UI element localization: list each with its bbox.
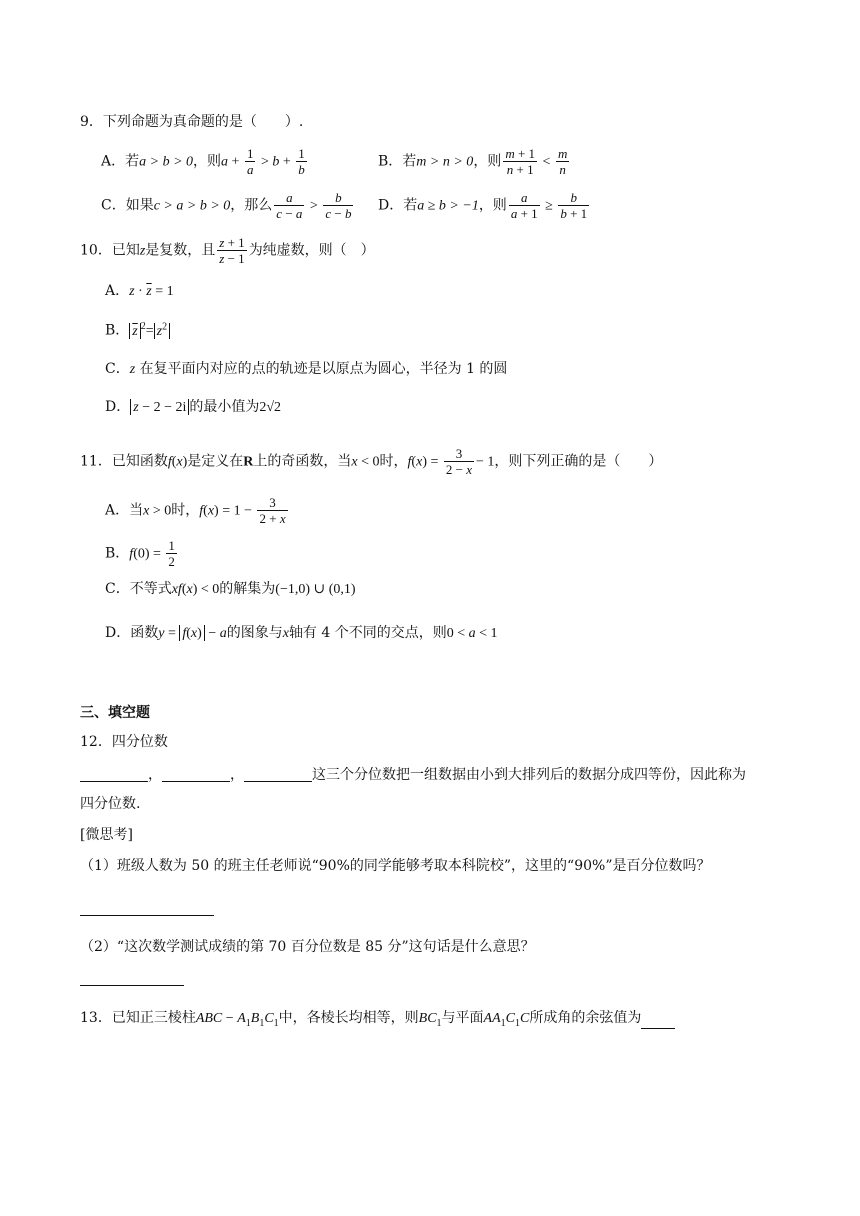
q10-stem: 10．已知z是复数，且 $\frac{z + 1}{z - 1}$ 为纯虚数，则（ ） [80,235,375,266]
answer-blank-2[interactable] [162,767,230,782]
q12-stem: 12．四分位数 [80,734,168,750]
q11-option-c: C．不等式xf(x) < 0的解集为(−1,0) ∪ (0,1) [105,581,356,597]
q12-line2: 四分位数. [80,796,141,812]
q9-option-b: B．若m > n > 0，则 $\frac{m + 1}{n + 1}$ < $\frac{m}{n}$ [378,146,568,177]
q10-option-a: A．$z \cdot \overline{z} = 1$ [105,283,174,299]
q9-stem: 9．下列命题为真命题的是（ ）. [80,114,304,130]
q12-line1: ， ， 这三个分位数把一组数据由小到大排列后的数据分成四等份，因此称为 [80,767,746,782]
q11-stem: 11．已知函数f(x)是定义在R上的奇函数，当x < 0时，f(x) = $\frac{3}{2 - x}$ − 1，则下列正确的是（ ） [80,446,663,477]
q11-option-b: B．f(0) = $\frac{1}{2}$ [105,538,175,569]
q11-option-a: A．当x > 0时，f(x) = 1 − $\frac{3}{2 + x}$ [105,495,286,526]
answer-blank-3[interactable] [244,767,312,782]
answer-line-sub1[interactable] [80,915,214,916]
q10-option-c: C．z 在复平面内对应的点的轨迹是以原点为圆心，半径为 1 的圆 [105,361,508,377]
q11-option-d: D．函数y = f(x) − a的图象与x轴有 4 个不同的交点，则0 < a < 1 [105,625,498,641]
q12-sub2: （2）“这次数学测试成绩的第 70 百分位数是 85 分”这句话是什么意思？ [80,939,535,955]
section-title: 三、填空题 [80,705,150,721]
q12-sub1: （1）班级人数为 50 的班主任老师说“90%的同学能够考取本科院校”，这里的“90%”是百分位数吗？ [80,858,711,874]
q10-option-b: B． $\overline{z}$ $^2= z^2$ [105,322,170,339]
q9-option-d: D．若a ≥ b > −1，则 $\frac{a}{a + 1}$ ≥ $\frac{b}{b + 1}$ [378,190,588,221]
q13-stem: 13．已知正三棱柱ABC − $A_1B_1C_1$中，各棱长均相等，则$BC_1$与平面$AA_1C_1C$所成角的余弦值为 [80,1011,675,1029]
answer-line-sub2[interactable] [80,985,184,986]
q10-option-d: D． z − 2 − 2i 的最小值为2√2 [105,399,282,415]
q9-option-a: A．若a > b > 0，则a + $\frac{1}{a}$ > b + $\frac{1}{b}$ [101,146,305,177]
answer-blank-q13[interactable] [641,1014,675,1029]
q12-think: [微思考] [80,827,133,843]
answer-blank-1[interactable] [80,767,148,782]
q9-option-c: C．如果c > a > b > 0，那么 $\frac{a}{c - a}$ > $\frac{b}{c - b}$ [101,190,352,221]
